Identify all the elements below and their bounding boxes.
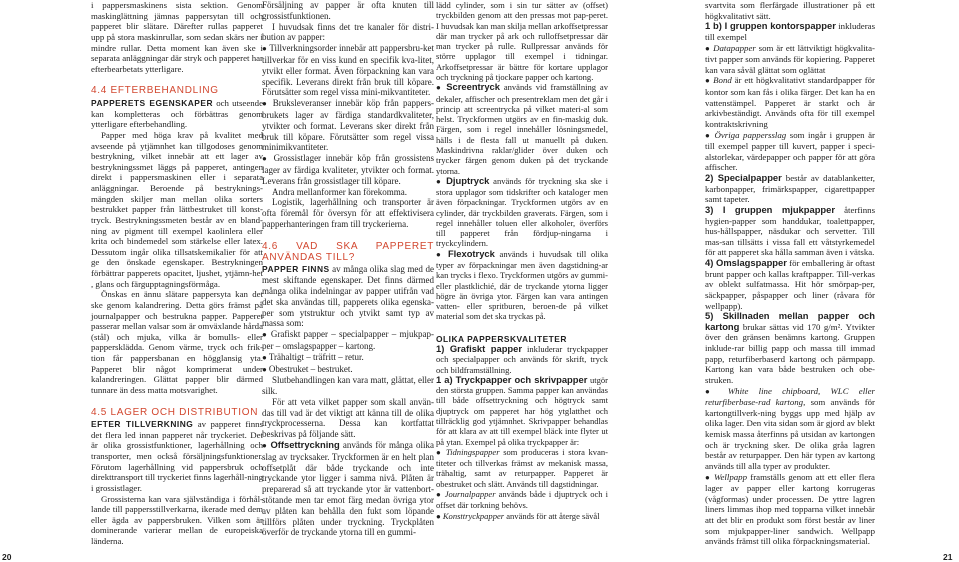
bullet-icon: ● [436,447,446,457]
paragraph: svartvita som flerfärgade illustrationer på ett högkvalitativt sätt. [705,0,875,21]
paragraph: I huvudsak finns det tre kanaler för distri-bution av papper: [262,21,434,43]
bullet-icon: ● [436,489,445,499]
list-item-text: är ett högkvalitativt standardpapper för kontor som kan fås i olika färger. Det kan ha en vattenstämpel. Papperet är starkt och är arkivbeständigt. Används ofta för till exempel kontraktskrivning [705,75,875,129]
bullet-icon: ● [262,99,273,109]
list-item-text: används i huvudsak till olika typer av förpackningar men även dagstidning-ar kan trycks i flexo. Tryckformen utgörs av gummi- eller plastklichié, där de tryckande ytorna ligger högre än övriga ytor. Färgen kan vara antingen vatten- eller spritburen, beroen-de på vilket material som det ska tryckas på. [436,248,608,322]
term-label: Wellpapp [713,471,747,482]
list-item [436,447,608,489]
text-column-2 [262,0,434,538]
text-column-4 [705,0,875,547]
list-item-text: Grossistlager innebär köp från grossistens lager av färdiga kvaliteter, ytvikter och format. Leverans från grossistlager till köpare. [262,153,434,186]
lead-in: EFTER TILLVERKNING [91,419,194,430]
list-item-text: Tillverkningsorder innebär att pappersbru-ket tillverkar för en viss kund en specifik kva-litet, ytvikt eller format. Även förpackning kan vara specifik. Leverans direkt från bruk till köpare. Förutsätter som regel vissa mini-mikvantiteter. [262,43,434,98]
paragraph-text: för emballering är oftast brunt papper och kallas kraftpapper. Till-verkas av oblekt sulfatmassa. Hit hör smörpap-per, säckpapper, påspapper och liner (råvara för wellpapp). [705,258,875,311]
term-label: 4) Omslagspapper [705,257,787,268]
bullet-icon: ● [705,76,714,86]
paragraph-text: av många olika slag med de mest skiftande egenskaper. Det finns därmed många olika indelningar av papper utifrån vad det ska användas till, papperets olika egenska-per som ytstruktur och ytvikt samt typ av massa som: [262,264,434,329]
list-item [262,43,434,98]
bullet-icon: ● [262,441,271,451]
paragraph [436,375,608,447]
paragraph-text: består av datablanketter, karbonpapper, frimärkspapper, cigarettpapper samt tapeter. [705,173,876,205]
paragraph-text: av papperet finns det flera led innan papperet når tryckeriet. Det är olika grossistfunktioner, lagerhållning och transporter, men också försäljningsfunktioner. Förutom lagerhållning vid pappersbruk och direkttransport till tryckeriet finns lagerhåll-ning i grossistlager. [91,419,263,493]
list-item [262,329,434,352]
section-heading: 4.5 LAGER OCH DISTRIBUTION [91,406,259,418]
list-item [262,98,434,153]
paragraph [705,205,875,258]
bullet-icon: ● [262,352,269,362]
paragraph [705,21,875,42]
section-heading: 4.6 VAD SKA PAPPERET ANVÄNDAS TILL? [262,240,434,263]
paragraph [91,98,263,130]
bullet-icon: ● [705,386,728,396]
term-label: 5) Skillnaden mellan papper och kartong [705,310,875,332]
term-label: 1 b) I gruppen kontorspapper [705,20,836,32]
list-item-text: framställs genom att ett eller flera lager av papper eller kartong korrugeras (vågformas) under processen. De yttre lagren liners limmas ihop med topparna vilket innebär att det blir en produkt som först består av liner som mjukpapper-liner sandwich. Wellpapp används främst till olika förpackningsmaterial. [705,471,875,547]
text-column-3 [436,0,608,522]
bullet-icon: ● [705,43,714,53]
list-item-text: används vid framställning av dekaler, affischer och presentreklam men det går i princip att screentrycka på vilket materi-al som helst. Tryckformen utgörs av en fin-maskig duk. Färgen, som i regel innehåller lösningsmedel, hälls i de flesta fall ut manuellt på duken. Maskindrivna raklar/glider över duken och trycker färgen genom duken på det tryckande ytorna. [436,82,608,176]
paragraph-text: utgör den största gruppen. Samma papper kan användas till både offsettryckning och högtryck samt djuptryck om papperet har hög ytglatthet och tillräcklig god ytjämnhet. Skrivpapper behandlas för att klara av att till exempel bläck inte flyter ut på ytan. Exempel på olika tryckpapper är: [436,374,608,447]
list-item [705,43,875,76]
paragraph-text: brukar sättas vid 170 g/m². Ytvikter över den gränsen benämns kartong. Gruppen inklude-rar billig papp och massa till immad papp, returfiberbaserd kartong och pärmpapp. Kartong kan vara både bestruken och obe-struken. [705,321,875,385]
list-item [705,75,875,129]
subheading: OLIKA PAPPERSKVALITETER [436,333,567,344]
paragraph: Grossisterna kan vara självständiga i förhål-lande till pappersstillverkarna, ikerade med dem eller ägda av pappersbruken. Vilken som är dominerande varierar mellan de europeiska länderna. [91,493,263,546]
section-heading: 4.4 EFTERBEHANDLING [91,85,219,97]
list-item-text: Trähaltigt – träfritt – retur. [268,351,364,362]
paragraph: i pappersmaskinens sista sektion. Genom maskinglättning jämnas pappersytan till och papperet blir slätare. Därefter rullas papperet upp på stora maskinrullar, som sedan skärs ner i mindre rullar. Detta moment kan även ske i separata anläggningar där stryk och papperet har efterbearbetats ytterligare. [91,0,263,74]
list-item-text: som ingår i gruppen är till exempel papper till kuvert, papper i speci-alstorlekar, värdepapper och papper för att göra affischer. [705,129,875,173]
term-label: Konsttryckpapper [442,510,505,521]
paragraph-text: inkluderas till exempel [705,21,875,42]
list-item [436,511,608,522]
term-label: Journalpapper [444,488,496,499]
page-number-right: 21 [943,552,953,562]
bullet-icon: ● [436,249,448,259]
bullet-icon: ● [436,511,443,521]
term-label: Flexotryck [447,247,495,259]
term-label: Screentryck [446,81,500,93]
list-item [262,352,434,364]
bullet-icon: ● [436,83,447,93]
list-item-text: används för att återge sävål [504,510,600,521]
term-label: 2) Specialpapper [705,172,782,183]
paragraph: Försäljning av papper är ofta knuten till grossistfunktionen. [262,0,434,21]
lead-in: PAPPER FINNS [262,264,330,275]
term-label: Övriga pappersslag [714,129,787,140]
list-item [705,130,875,174]
list-item [436,82,608,176]
list-item [436,176,608,249]
list-item-text: som produceras i stora kvan-titeter och tillverkas främst av mekanisk massa, trähaltig, samt av returpapper. Papperet är obestruket och slätt. Används till dagstidningar. [436,446,608,489]
term-label: 1) Grafiskt papper [436,343,523,354]
paragraph: Slutbehandlingen kan vara matt, glättat, eller silk. [262,375,434,397]
bullet-icon: ● [436,176,447,186]
lead-in: PAPPERETS EGENSKAPER [91,98,214,108]
list-item [262,364,434,376]
term-label: 3) I gruppen mjukpapper [705,203,836,215]
paragraph [91,419,263,493]
list-item-text: används för tryckning ska ske i stora upplagor som tidskrifter och kataloger men även förpackningar. Tryckformen utgörs av en cylinder, där tryckbilden graverats. Färgen, som i regel innehåller toluen eller alkoholer, överförs till papperet från fördjup-ningarna i tryckcylindern. [436,175,608,249]
paragraph-text: och utseende kan kompletteras och förbättras genom ytterligare efterbehandling. [91,98,263,130]
bullet-icon: ● [262,154,274,164]
list-item [705,472,875,547]
list-item [436,489,608,511]
list-item-text: Bruksleveranser innebär köp från pappers-brukets lager av färdiga standardkvaliteter, ytvikter och format. Leverans sker direkt från bruk till köpare. Förutsätter som regel vissa minimikvantiteter. [262,98,434,153]
paragraph [705,311,875,385]
list-item-text: Obestruket – bestruket. [268,363,353,374]
paragraph: För att veta vilket papper som skall använ-das till vad är det viktigt att känna till de olika tryckprocesserna. Dessa kan kortfattat beskrivas på följande sätt. [262,396,434,440]
list-item-text: , som används för kartongtillverk-ning byggs upp med hjälp av olika lager. Den vita sidan som är gjord av blekt kemisk massa återfinns på utsidan av kartongen och är tryckning sker. De olika gråa lagren består av returpapper. Den här typen av kartong används till alla typer av produkter. [705,397,875,471]
term-label: 1 a) Tryckpapper och skrivpapper [436,373,588,385]
paragraph: Logistik, lagerhållning och transporter är ofta föremål för översyn för att effektivisera papperhanteringen fram till tryckerierna. [262,197,434,229]
bullet-icon: ● [262,364,269,374]
term-label: Offsettryckning [270,439,340,451]
paragraph [436,344,608,375]
list-item-text: Grafiskt papper – specialpapper – mjukpap-per – omslagspapper – kartong. [262,329,434,351]
text-column-1 [91,0,263,547]
list-item [705,386,875,472]
paragraph: Andra mellanformer kan förekomma. [272,186,407,197]
bullet-icon: ● [705,130,715,140]
term-label: Datapapper [713,42,756,53]
paragraph: lädd cylinder, som i sin tur sätter av (offset) tryckbilden genom att den pressas mot pap-peret. I huvudsak kan man skilja mellan arkoffsetpressar där man trycker på ark och rulloffsetpressar där man trycker på rulle. Rullpressar används för större upplagor till exempel i tidningar. Arkoffsetpressar är bättre för kortare upplagor och tryckning på tjockare papper och kartong. [436,0,608,82]
page-number-left: 20 [2,552,12,562]
list-item [262,440,434,538]
term-label: Bond [713,75,732,86]
bullet-icon: ● [262,44,270,54]
list-item [436,249,608,322]
list-item-text: som är ett lättviktigt högkvalita-tivt papper som används för kopiering. Papperet kan vara såväl glättat som oglättat [705,42,875,75]
paragraph-text: inkluderar tryckpapper och specialpapper och används för skrift, tryck och bildframställning. [436,344,608,375]
paragraph [262,264,434,329]
paragraph [705,173,875,205]
list-item [262,153,434,186]
bullet-icon: ● [262,330,271,340]
list-item-text: används både i djuptryck och i offset där torkning behövs. [436,488,608,511]
paragraph-text: återfinns hygien-papper som handdukar, toalettpapper, hus-hållspapper, näsdukar och servetter. Till mas-san tillsätts i vissa fall ett våtstyrkemedel för att papperet ska hålla samman även i vätska. [705,204,876,258]
term-label: Djuptryck [446,174,490,186]
paragraph: Önskas en ännu slätare pappersyta kan det ske genom kalandrering. Detta görs främst på journalpapper och bestrukna papper. Papperet passerar mellan valsar som är omväxlande hårda (stål) och mjuka, vilka är bomulls- eller papperskläddа. Genom värme, tryck och frik-tion får pappersbanan en högglansig yta. Papperet blir något komprimerat under kalandreringen. Glättat papper blir därmed tunnare än dess matta motsvarighet. [91,289,263,395]
paragraph: Papper med höga krav på kvalitet med avseende på ytjämnhet kan tillgodoses genom bestrykning, vilket innebär att ett lager av bestrykningssmet läggs på papperet, antingen direkt i pappersmaskinen eller i separata anläggningar. Beroende på bestryknings-mängden skiljer man mellan olika sorters bestrukket papper från lättbestruket till konst-tryck. Bestrykningssmeten består av en bland-ning av pigment till exempel kaolinlera eller krita och bindemedel som stärkelse eller latex. Dessutom ingår olika tillsatskemikalier för att ge den önskade egenskaper. Bestrykningen förbättrar papperets opacitet, ljushet, ytjämn-het , glans och färgupptagningsförmåga. [91,129,263,289]
bullet-icon: ● [705,472,714,482]
term-label: White line chipboard, WLC eller returfiberbase-rad kartong [705,385,875,408]
list-item-text: används för många olika slag av trycksaker. Tryckformen är en helt plan offsetplåt där både tryckande och inte tryckande ytor ligger i samma nivå. Plåten är preparerad så att tryckande ytor är vattenbort-stötande men tar emot färg medan övriga ytor av plåten kan behålla den fukt som löpande tillförs plåten under tryckning. Tryckplåten överför de tryckande ytorna till en gummi- [262,440,434,538]
paragraph [705,258,875,311]
term-label: Tidningspapper [445,446,500,457]
